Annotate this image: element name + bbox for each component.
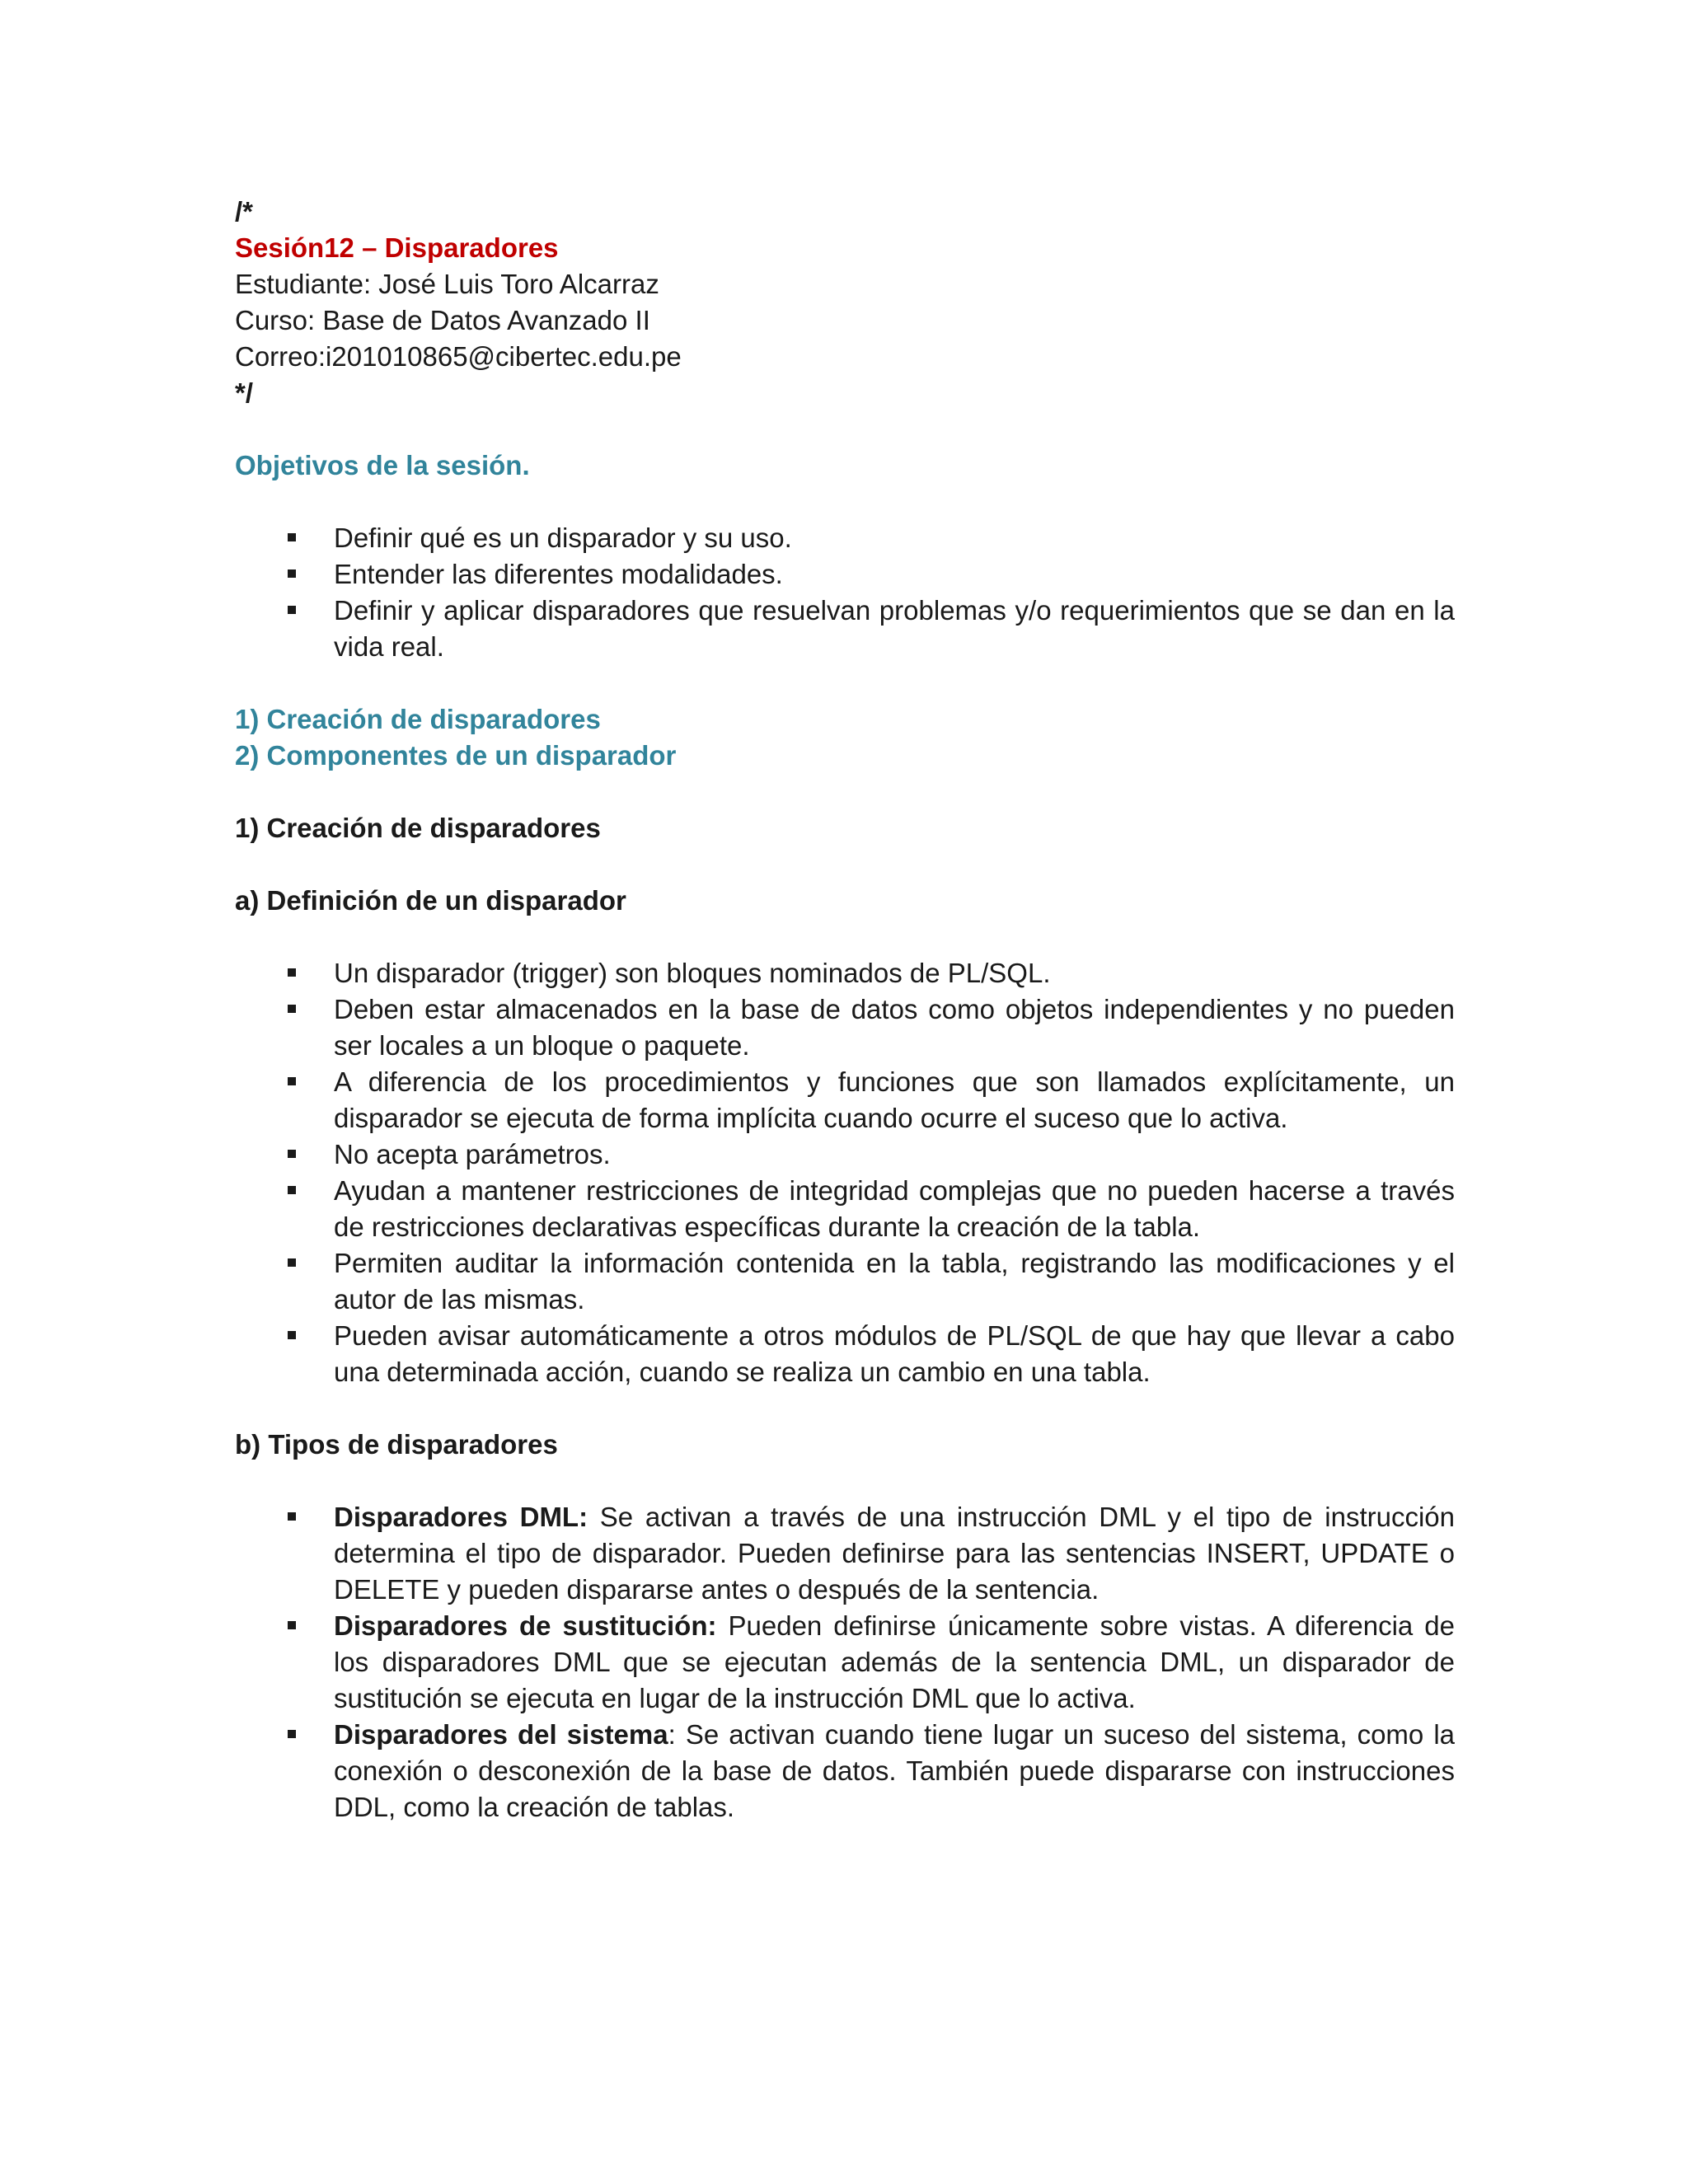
list-item-text: A diferencia de los procedimientos y funciones que son llamados explícitamente, un disparador se ejecuta de forma implícita cuando ocurre el suceso que lo activa. bbox=[334, 1066, 1455, 1133]
session-title: Sesión12 – Disparadores bbox=[235, 232, 559, 263]
student-line: Estudiante: José Luis Toro Alcarraz bbox=[235, 269, 659, 299]
list-item bbox=[235, 1608, 1455, 1717]
bullet-square-icon bbox=[288, 569, 296, 578]
spacer bbox=[235, 665, 1455, 701]
toc-item-1: 1) Creación de disparadores bbox=[235, 704, 601, 734]
term-description: Se activan a través de una instrucción DML y el tipo de instrucción determina el tipo de disparador. Pueden definirse para las sentencias INSERT, UPDATE o DELETE y pueden dispararse antes o después de la sentencia. bbox=[334, 1502, 1456, 1605]
term-description: Pueden definirse únicamente sobre vistas. A diferencia de los disparadores DML que se ejecutan además de la sentencia DML, un disparador de sustitución se ejecuta en lugar de la instrucción DML que lo activa. bbox=[334, 1610, 1456, 1713]
list-item bbox=[235, 991, 1455, 1064]
email-line: Correo:i201010865@cibertec.edu.pe bbox=[235, 341, 682, 372]
term: Disparadores del sistema bbox=[334, 1719, 668, 1750]
list-item bbox=[235, 1173, 1455, 1245]
spacer bbox=[235, 484, 1455, 520]
subsection-b-heading: b) Tipos de disparadores bbox=[235, 1429, 558, 1460]
spacer bbox=[235, 1463, 1455, 1499]
list-item bbox=[235, 556, 1455, 593]
term: Disparadores DML: bbox=[334, 1502, 588, 1532]
list-item bbox=[235, 520, 1455, 556]
list-item-text: No acepta parámetros. bbox=[334, 1139, 611, 1169]
section1-heading: 1) Creación de disparadores bbox=[235, 813, 601, 843]
term: Disparadores de sustitución: bbox=[334, 1610, 717, 1641]
list-item bbox=[235, 955, 1455, 991]
subsection-a-heading: a) Definición de un disparador bbox=[235, 885, 626, 916]
list-item bbox=[235, 1318, 1455, 1390]
spacer bbox=[235, 411, 1455, 448]
spacer bbox=[235, 1390, 1455, 1427]
bullet-square-icon bbox=[288, 968, 296, 977]
list-item-text: Deben estar almacenados en la base de datos como objetos independientes y no pueden ser locales a un bloque o paquete. bbox=[334, 994, 1455, 1061]
document-page bbox=[235, 194, 1455, 1825]
bullet-square-icon bbox=[288, 1258, 296, 1267]
spacer bbox=[235, 846, 1455, 883]
list-item-text: Definir qué es un disparador y su uso. bbox=[334, 523, 792, 553]
objectives-list bbox=[235, 520, 1455, 665]
bullet-square-icon bbox=[288, 1730, 296, 1738]
bullet-square-icon bbox=[288, 1150, 296, 1158]
spacer bbox=[235, 774, 1455, 810]
toc-item-2: 2) Componentes de un disparador bbox=[235, 740, 677, 771]
list-item-text: Un disparador (trigger) son bloques nominados de PL/SQL. bbox=[334, 958, 1051, 988]
bullet-square-icon bbox=[288, 1005, 296, 1013]
bullet-square-icon bbox=[288, 533, 296, 541]
list-item bbox=[235, 593, 1455, 665]
bullet-square-icon bbox=[288, 1621, 296, 1629]
bullet-square-icon bbox=[288, 1077, 296, 1085]
comment-open: /* bbox=[235, 196, 254, 227]
bullet-square-icon bbox=[288, 1331, 296, 1339]
list-item-text: Ayudan a mantener restricciones de integridad complejas que no pueden hacerse a través de restricciones declarativas específicas durante la creación de la tabla. bbox=[334, 1175, 1455, 1242]
definition-list bbox=[235, 955, 1455, 1390]
list-item bbox=[235, 1717, 1455, 1825]
list-item bbox=[235, 1499, 1455, 1608]
types-list bbox=[235, 1499, 1455, 1825]
list-item bbox=[235, 1137, 1455, 1173]
list-item-text: Pueden avisar automáticamente a otros módulos de PL/SQL de que hay que llevar a cabo una determinada acción, cuando se realiza un cambio en una tabla. bbox=[334, 1320, 1455, 1387]
spacer bbox=[235, 919, 1455, 955]
bullet-square-icon bbox=[288, 1512, 296, 1521]
course-line: Curso: Base de Datos Avanzado II bbox=[235, 305, 650, 335]
comment-close: */ bbox=[235, 377, 254, 408]
term-description: : Se activan cuando tiene lugar un suceso del sistema, como la conexión o desconexión de la base de datos. También puede dispararse con instrucciones DDL, como la creación de tablas. bbox=[334, 1719, 1455, 1822]
objectives-heading: Objetivos de la sesión. bbox=[235, 450, 530, 480]
bullet-square-icon bbox=[288, 606, 296, 614]
list-item bbox=[235, 1245, 1455, 1318]
bullet-square-icon bbox=[288, 1186, 296, 1194]
list-item-text: Permiten auditar la información contenida en la tabla, registrando las modificaciones y el autor de las mismas. bbox=[334, 1248, 1455, 1315]
list-item-text: Definir y aplicar disparadores que resuelvan problemas y/o requerimientos que se dan en la vida real. bbox=[334, 595, 1455, 662]
list-item-text: Entender las diferentes modalidades. bbox=[334, 559, 783, 589]
list-item bbox=[235, 1064, 1455, 1137]
